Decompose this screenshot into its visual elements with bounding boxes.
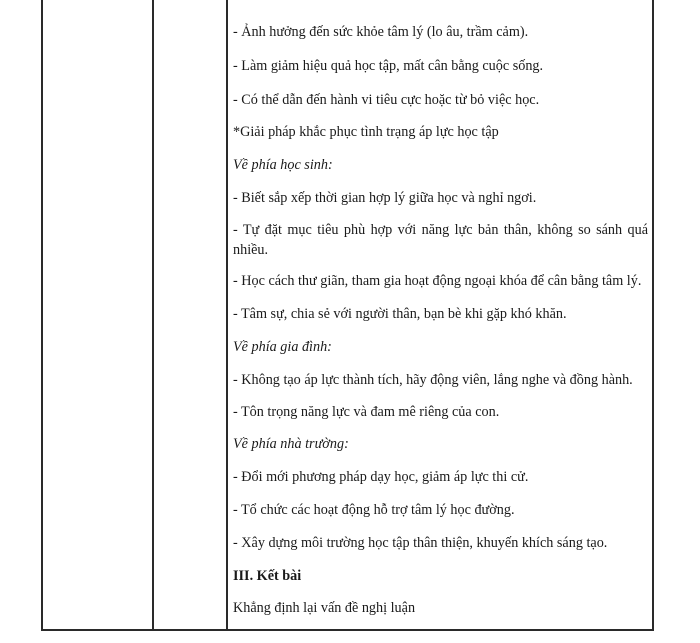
- part-heading: III. Kết bài: [233, 568, 302, 584]
- table-column-left: [43, 0, 154, 629]
- subsection-heading: Về phía học sinh:: [233, 157, 333, 173]
- subsection-heading: Về phía gia đình:: [233, 339, 332, 355]
- bullet-line: - Biết sắp xếp thời gian hợp lý giữa học và nghỉ ngơi.: [233, 190, 537, 206]
- conclusion-line: Khẳng định lại vấn đề nghị luận: [233, 600, 416, 616]
- outline-table: [41, 0, 654, 631]
- bullet-line: - Tự đặt mục tiêu phù hợp với năng lực bản thân, không so sánh quá nhiều.: [233, 222, 648, 258]
- bullet-line: - Ảnh hưởng đến sức khỏe tâm lý (lo âu, trầm cảm).: [233, 24, 529, 40]
- table-column-content: [228, 0, 652, 629]
- bullet-line: - Không tạo áp lực thành tích, hãy động viên, lắng nghe và đồng hành.: [233, 372, 633, 388]
- bullet-line: - Học cách thư giãn, tham gia hoạt động ngoại khóa để cân bằng tâm lý.: [233, 273, 642, 289]
- table-column-middle: [154, 0, 228, 629]
- bullet-line: - Tôn trọng năng lực và đam mê riêng của con.: [233, 404, 500, 420]
- bullet-line: - Đổi mới phương pháp dạy học, giảm áp lực thi cử.: [233, 469, 529, 485]
- subsection-heading: Về phía nhà trường:: [233, 436, 349, 452]
- bullet-line: - Tâm sự, chia sẻ với người thân, bạn bè khi gặp khó khăn.: [233, 306, 567, 322]
- bullet-line: - Làm giảm hiệu quả học tập, mất cân bằng cuộc sống.: [233, 58, 544, 74]
- bullet-line: - Tổ chức các hoạt động hỗ trợ tâm lý học đường.: [233, 502, 515, 518]
- bullet-line: - Xây dựng môi trường học tập thân thiện, khuyến khích sáng tạo.: [233, 535, 608, 551]
- section-heading: *Giải pháp khắc phục tình trạng áp lực học tập: [233, 124, 499, 140]
- bullet-line: - Có thể dẫn đến hành vi tiêu cực hoặc từ bỏ việc học.: [233, 92, 540, 108]
